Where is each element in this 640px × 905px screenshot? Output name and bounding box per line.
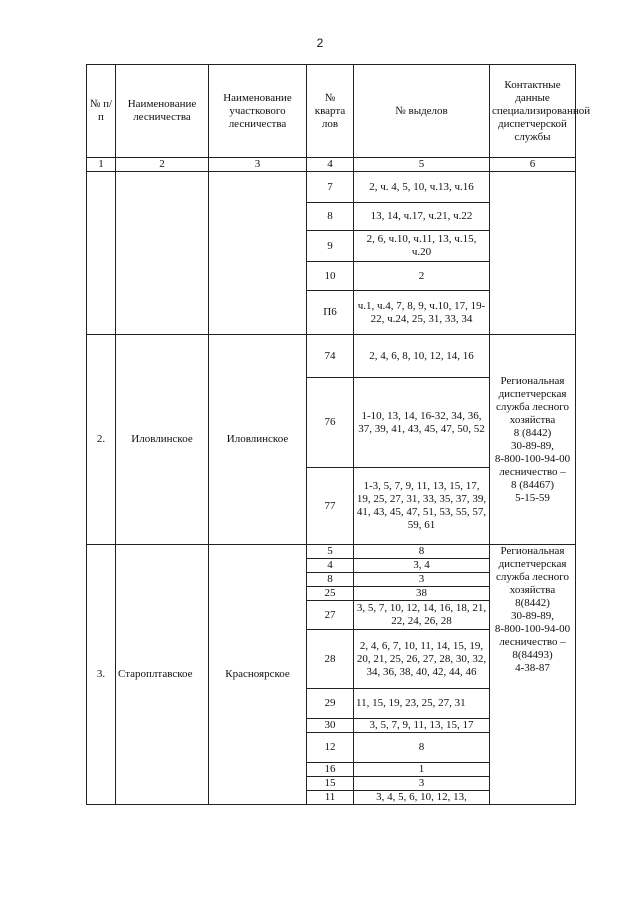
- vydely-cell: 1-3, 5, 7, 9, 11, 13, 15, 17, 19, 25, 27, 31, 33, 35, 37, 39, 41, 43, 45, 47, 51, 53, 55, 57, 59, 61: [354, 468, 490, 545]
- contact-line: Региональная диспетчерская служба лесного хозяйства: [495, 374, 570, 426]
- vydely-cell: 38: [354, 587, 490, 601]
- kvartal-cell: 74: [307, 335, 354, 378]
- vydely-cell: 3, 5, 7, 9, 11, 13, 15, 17: [354, 719, 490, 733]
- vydely-cell: 2, 6, ч.10, ч.11, 13, ч.15, ч.20: [354, 231, 490, 262]
- group2-uchastkovoe: Иловлинское: [209, 335, 307, 545]
- kvartal-cell: 25: [307, 587, 354, 601]
- contact-line: 8 (84467): [510, 478, 555, 491]
- group1-lesnichestvo-cell: [116, 172, 209, 335]
- vydely-cell: 11, 15, 19, 23, 25, 27, 31: [354, 689, 490, 719]
- group2-contact: [490, 335, 576, 545]
- kvartal-cell: 11: [307, 791, 354, 805]
- kvartal-cell: 28: [307, 630, 354, 689]
- kvartal-cell: 16: [307, 763, 354, 777]
- vydely-cell: 13, 14, ч.17, ч.21, ч.22: [354, 203, 490, 231]
- kvartal-cell: П6: [307, 291, 354, 335]
- header-row: [87, 65, 576, 158]
- column-number: 1: [87, 158, 116, 172]
- kvartal-cell: 10: [307, 262, 354, 291]
- kvartal-cell: 4: [307, 559, 354, 573]
- kvartal-cell: 9: [307, 231, 354, 262]
- header-kvartal: № кварта лов: [307, 65, 354, 158]
- kvartal-cell: 77: [307, 468, 354, 545]
- column-number: 6: [490, 158, 576, 172]
- contact-line: 8(84493): [512, 649, 553, 661]
- vydely-cell: 2, 4, 6, 8, 10, 12, 14, 16: [354, 335, 490, 378]
- group2-num: 2.: [87, 335, 116, 545]
- group3-lesnichestvo: Староплтавское: [116, 545, 209, 805]
- header-vydely: № выделов: [354, 65, 490, 158]
- group3-contact: [490, 545, 576, 805]
- kvartal-cell: 8: [307, 203, 354, 231]
- vydely-cell: 3: [354, 573, 490, 587]
- kvartal-cell: 30: [307, 719, 354, 733]
- kvartal-cell: 15: [307, 777, 354, 791]
- column-numbers-row: [87, 158, 576, 172]
- kvartal-cell: 29: [307, 689, 354, 719]
- vydely-cell: 1-10, 13, 14, 16-32, 34, 36, 37, 39, 41, 43, 45, 47, 50, 52: [354, 378, 490, 468]
- header-num: № п/п: [87, 65, 116, 158]
- header-contact: Контактные данные специализированной диспетчерской службы: [490, 65, 576, 158]
- header-lesnichestvo: Наименование лесничества: [116, 65, 209, 158]
- contact-line: 8 (8442): [513, 426, 552, 439]
- header-uchastkovoe: Наименование участкового лесничества: [209, 65, 307, 158]
- vydely-cell: 3, 5, 7, 10, 12, 14, 16, 18, 21, 22, 24, 26, 28: [354, 601, 490, 630]
- vydely-cell: ч.1, ч.4, 7, 8, 9, ч.10, 17, 19-22, ч.24, 25, 31, 33, 34: [354, 291, 490, 335]
- vydely-cell: 8: [354, 545, 490, 559]
- group1-num-cell: [87, 172, 116, 335]
- kvartal-cell: 76: [307, 378, 354, 468]
- vydely-cell: 3, 4: [354, 559, 490, 573]
- vydely-cell: 3, 4, 5, 6, 10, 12, 13,: [354, 791, 490, 805]
- contact-line: 5-15-59: [515, 491, 550, 504]
- contact-line: Региональная диспетчерская служба лесного хозяйства: [495, 545, 570, 596]
- vydely-cell: 2, ч. 4, 5, 10, ч.13, ч.16: [354, 172, 490, 203]
- kvartal-cell: 7: [307, 172, 354, 203]
- contact-line: 4-38-87: [515, 662, 550, 674]
- contact-line: лесничество –: [499, 636, 566, 648]
- contact-line: 8(8442): [515, 597, 550, 609]
- group3-num: 3.: [87, 545, 116, 805]
- contact-line: 30-89-89,: [510, 610, 555, 622]
- kvartal-cell: 5: [307, 545, 354, 559]
- column-number: 2: [116, 158, 209, 172]
- vydely-cell: 2: [354, 262, 490, 291]
- column-number: 3: [209, 158, 307, 172]
- contact-line: 8-800-100-94-00: [494, 452, 571, 465]
- table-row: [87, 335, 576, 378]
- contact-line: лесничество –: [499, 465, 566, 478]
- table-row: [87, 172, 576, 203]
- kvartal-cell: 27: [307, 601, 354, 630]
- vydely-cell: 8: [354, 733, 490, 763]
- vydely-cell: 3: [354, 777, 490, 791]
- contact-line: 8-800-100-94-00: [494, 623, 571, 635]
- contact-line: 30-89-89,: [510, 439, 555, 452]
- kvartal-cell: 12: [307, 733, 354, 763]
- kvartal-cell: 8: [307, 573, 354, 587]
- column-number: 5: [354, 158, 490, 172]
- group1-uchastkovoe-cell: [209, 172, 307, 335]
- group1-contact-cell: [490, 172, 576, 335]
- vydely-cell: 2, 4, 6, 7, 10, 11, 14, 15, 19, 20, 21, 25, 26, 27, 28, 30, 32, 34, 36, 38, 40, 42, 44, 46: [354, 630, 490, 689]
- page-number: 2: [316, 36, 324, 50]
- vydely-cell: 1: [354, 763, 490, 777]
- group3-uchastkovoe: Красноярское: [209, 545, 307, 805]
- group2-lesnichestvo: Иловлинское: [116, 335, 209, 545]
- table-row: [87, 545, 576, 559]
- column-number: 4: [307, 158, 354, 172]
- forestry-table: [86, 64, 591, 805]
